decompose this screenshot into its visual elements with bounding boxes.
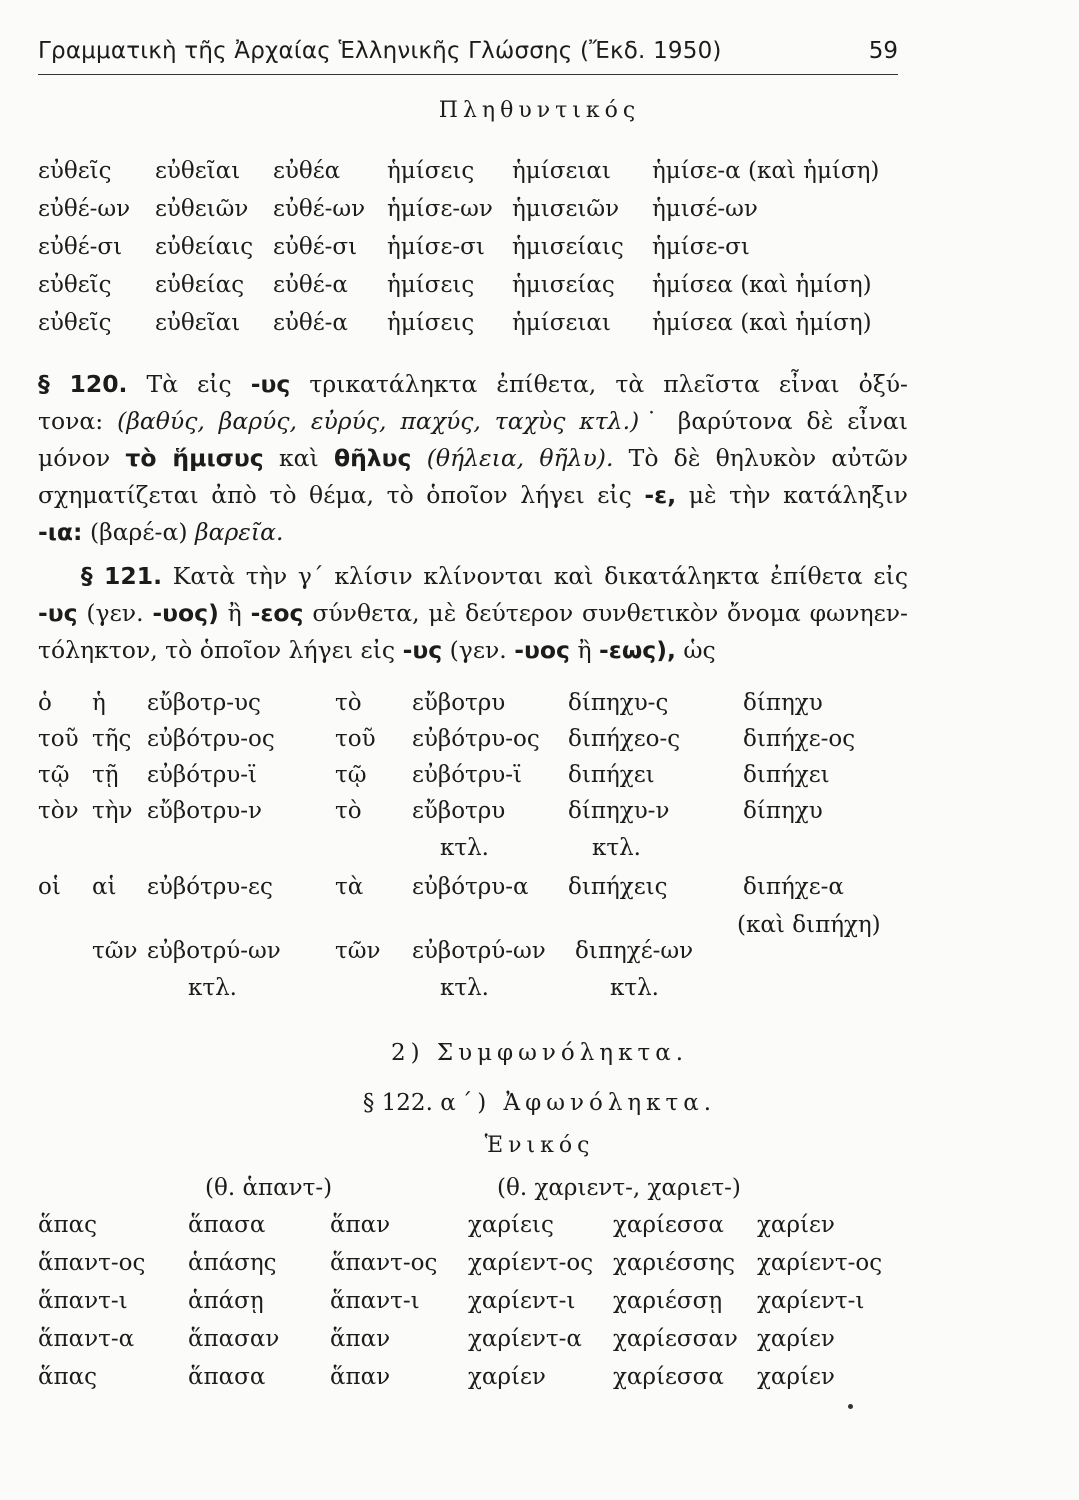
- table-cell: χαριέσσης: [613, 1250, 735, 1276]
- table-cell: δίπηχυ: [743, 798, 823, 824]
- table-cell: τῇ: [92, 762, 119, 788]
- running-header: [38, 38, 898, 75]
- table-cell: ἡμίσεις: [387, 158, 475, 184]
- table-cell: εὐθεῖαι: [155, 310, 241, 336]
- table-cell: χαρίεντ-ι: [757, 1288, 865, 1314]
- book-page: Γραμματικὴ τῆς Ἀρχαίας Ἑλληνικῆς Γλώσσης (Ἔκδ. 1950) 59 Πληθυντικός εὐθεῖς εὐθεῖαι εὐθέα ἡμίσεις ἡμίσειαι ἡμίσε-α (καὶ ἡμίση) εὐθέ-ων εὐθειῶν εὐθέ-ων ἡμίσε-ων ἡμισειῶν ἡμισέ-ων εὐθέ-σι εὐθείαις εὐθέ-σι ἡμίσε-σι ἡμισείαις ἡμίσε-σι εὐθεῖς εὐθείας εὐθέ-α ἡμίσεις ἡμισείας ἡμίσεα (καὶ ἡμίση) εὐθεῖς εὐθεῖαι εὐθέ-α ἡμίσεις ἡμίσειαι ἡμίσεα (καὶ ἡμίση) § 120. Τὰ εἰς -υς τρικατάληκτα ἐπίθετα, τὰ πλεῖστα εἶναι ὀξύ- τονα: (βαθύς, βαρύς, εὐρύς, παχύς, ταχὺς κτλ.)˙ βαρύτονα δὲ εἶναι μόνον τὸ ἥμισυς καὶ θῆλυς (θήλεια, θῆλυ). Τὸ δὲ θηλυκὸν αὐτῶν σχηματίζεται ἀπὸ τὸ θέμα, τὸ ὁποῖον λήγει εἰς -ε, μὲ τὴν κατάληξιν -ια: (βαρέ-α) βαρεῖα. § 121. Κατὰ τὴν γ΄ κλίσιν κλίνονται καὶ δικατάληκτα ἐπίθετα εἰς -υς (γεν. -υος) ἢ -εος σύνθετα, μὲ δεύτερον συνθετικὸν ὄνομα φωνηεν- τόληκτον, τὸ ὁποῖον λήγει εἰς -υς (γεν. -υος ἢ -εως), ὡς ὁ ἡ εὔβοτρ-υς τὸ εὔβοτρυ δίπηχυ-ς δίπηχυ τοῦ τῆς εὐβότρυ-ος τοῦ εὐβότρυ-ος διπήχεο-ς διπήχε-ος τῷ τῇ εὐβότρυ-ϊ τῷ εὐβότρυ-ϊ διπήχει διπήχει τὸν τὴν εὔβοτρυ-ν τὸ εὔβοτρυ δίπηχυ-ν δίπηχυ κτλ. κτλ. οἱ αἱ εὐβότρυ-ες τὰ εὐβότρυ-α διπήχεις διπήχε-α (καὶ διπήχη) τῶν εὐβοτρύ-ων τῶν εὐβοτρύ-ων διπηχέ-ων κτλ. κτλ. κτλ. 2) Συμφωνόληκτα. § 122. α΄) Ἀφωνόληκτα. Ἑνικός (θ. ἁπαντ-) (θ. χαριεντ-, χαριετ-) ἅπας ἅπασα ἅπαν χαρίεις χαρίεσσα χαρίεν ἅπαντ-ος ἁπάσης ἅπαντ-ος χαρίεντ-ος χαριέσσης χαρίεντ-ος ἅπαντ-ι ἁπάσῃ ἅπαντ-ι χαρίεντ-ι χαριέσσῃ χαρίεντ-ι ἅπαντ-α ἅπασαν ἅπαν χαρίεντ-α χαρίεσσαν χαρίεν ἅπας ἅπασα ἅπαν χαρίεν χαρίεσσα χαρίεν: [0, 0, 1079, 1500]
- table-cell: ἅπαν: [330, 1364, 391, 1390]
- table-cell: εὔβοτρυ: [412, 798, 506, 824]
- table-cell: εὔβοτρ-υς: [147, 690, 261, 716]
- table-cell: εὐβότρυ-ϊ: [412, 762, 523, 788]
- table-cell: εὐθείας: [155, 272, 245, 298]
- table-cell: δίπηχυ-ς: [568, 690, 669, 716]
- table-cell: ὁ: [38, 690, 52, 716]
- table-cell: ἅπας: [38, 1212, 98, 1238]
- table-cell: εὐθεῖς: [38, 158, 112, 184]
- table-cell: ἡμίσεις: [387, 310, 475, 336]
- table-cell: χαρίεντ-ι: [468, 1288, 576, 1314]
- table-cell: χαρίεντ-ος: [468, 1250, 594, 1276]
- table-cell: χαρίεντ-α: [468, 1326, 582, 1352]
- table-cell: τῷ: [38, 762, 70, 788]
- section-120-number: § 120.: [38, 370, 128, 398]
- table-cell: εὐθέα: [273, 158, 341, 184]
- plural-heading: Πληθυντικός: [438, 98, 641, 123]
- table-cell: χαρίεις: [468, 1212, 554, 1238]
- table-cell: χαρίεν: [757, 1364, 835, 1390]
- table-cell: ἅπαν: [330, 1326, 391, 1352]
- table-cell: εὐθέ-α: [273, 272, 348, 298]
- table-cell: ἡμισείας: [512, 272, 615, 298]
- heading-consonant-stems: 2) Συμφωνόληκτα.: [390, 1040, 689, 1066]
- table-cell: ἡ: [92, 690, 106, 716]
- table-cell: τὸ: [335, 690, 362, 716]
- table-cell: ἅπαντ-ος: [330, 1250, 438, 1276]
- table-cell: χαρίεσσαν: [613, 1326, 738, 1352]
- table-cell: ἁπάσης: [188, 1250, 277, 1276]
- table-cell: διπήχει: [568, 762, 655, 788]
- table-cell: εὐθέ-ων: [273, 196, 366, 222]
- table-cell: διπήχεο-ς: [568, 726, 681, 752]
- table-cell: εὐθέ-σι: [38, 234, 123, 260]
- table-cell: χαρίεσσα: [613, 1364, 724, 1390]
- table-cell: εὐθέ-ων: [38, 196, 131, 222]
- table-cell: εὐθέ-σι: [273, 234, 358, 260]
- table-cell: ἡμισείαις: [512, 234, 624, 260]
- table-cell: ἅπαντ-ι: [330, 1288, 420, 1314]
- table-cell: ἅπας: [38, 1364, 98, 1390]
- table-cell: χαρίεν: [468, 1364, 546, 1390]
- ink-speck: [848, 1404, 853, 1409]
- table-cell: ἡμισέ-ων: [652, 196, 758, 222]
- table-cell: δίπηχυ-ν: [568, 798, 670, 824]
- table-cell: εὔβοτρυ-ν: [147, 798, 263, 824]
- table-cell: ἡμίσεις: [387, 272, 475, 298]
- table-cell: τὸν: [38, 798, 79, 824]
- table-cell: ἁπάσῃ: [188, 1288, 264, 1314]
- table-cell: ἅπασα: [188, 1364, 266, 1390]
- table-cell: ἅπαν: [330, 1212, 391, 1238]
- table-cell: διπήχει: [743, 762, 830, 788]
- table-cell: ἡμίσειαι: [512, 158, 611, 184]
- table-cell: τὸ: [335, 798, 362, 824]
- table-cell: ἅπασαν: [188, 1326, 280, 1352]
- table-cell: εὐθεῖς: [38, 310, 112, 336]
- table-cell: ἅπαντ-ι: [38, 1288, 128, 1314]
- table-cell: ἅπαντ-ος: [38, 1250, 146, 1276]
- table-cell: εὐθείαις: [155, 234, 254, 260]
- heading-122: § 122. α΄) Ἀφωνόληκτα.: [362, 1090, 717, 1116]
- table-cell: ἡμίσε-σι: [652, 234, 750, 260]
- singular-heading: Ἑνικός: [484, 1133, 595, 1158]
- table-cell: χαρίεν: [757, 1212, 835, 1238]
- section-121: § 121. Κατὰ τὴν γ΄ κλίσιν κλίνονται καὶ δικατάληκτα ἐπίθετα εἰς -υς (γεν. -υος) ἢ -εος σύνθετα, μὲ δεύτερον συνθετικὸν ὄνομα φωνηεν- τόληκτον, τὸ ὁποῖον λήγει εἰς -υς (γεν. -υος ἢ -εως), ὡς: [38, 562, 908, 664]
- table-cell: χαρίεν: [757, 1326, 835, 1352]
- table-cell: διπήχε-ος: [743, 726, 856, 752]
- section-122-number: § 122.: [362, 1090, 433, 1116]
- table-cell: ἅπαντ-α: [38, 1326, 135, 1352]
- table-cell: εὐβότρυ-ος: [147, 726, 275, 752]
- table-cell: τῆς: [92, 726, 132, 752]
- table-cell: ἡμίσεα (καὶ ἡμίση): [652, 310, 872, 336]
- table-cell: εὐθεῖς: [38, 272, 112, 298]
- table-cell: εὐβότρυ-ϊ: [147, 762, 258, 788]
- table-cell: δίπηχυ: [743, 690, 823, 716]
- table-cell: εὔβοτρυ: [412, 690, 506, 716]
- table-cell: ἡμίσεα (καὶ ἡμίση): [652, 272, 872, 298]
- table-cell: τοῦ: [38, 726, 79, 752]
- table-cell: χαριέσσῃ: [613, 1288, 723, 1314]
- table-cell: χαρίεντ-ος: [757, 1250, 883, 1276]
- table-cell: τὴν: [92, 798, 133, 824]
- section-121-number: § 121.: [80, 562, 163, 590]
- table-cell: ἡμίσε-ων: [387, 196, 493, 222]
- table-cell: τῷ: [335, 762, 367, 788]
- table-cell: χαρίεσσα: [613, 1212, 724, 1238]
- table-cell: εὐθειῶν: [155, 196, 249, 222]
- table-cell: εὐθεῖαι: [155, 158, 241, 184]
- table-cell: εὐβότρυ-ος: [412, 726, 540, 752]
- table-cell: ἡμισειῶν: [512, 196, 620, 222]
- table-cell: εὐθέ-α: [273, 310, 348, 336]
- table-cell: ἡμίσειαι: [512, 310, 611, 336]
- table-cell: ἅπασα: [188, 1212, 266, 1238]
- table-cell: ἡμίσε-σι: [387, 234, 485, 260]
- table-cell: ἡμίσε-α (καὶ ἡμίση): [652, 158, 880, 184]
- page-number: 59: [868, 38, 898, 64]
- header-title: Γραμματικὴ τῆς Ἀρχαίας Ἑλληνικῆς Γλώσσης (Ἔκδ. 1950): [38, 38, 722, 64]
- table-cell: τοῦ: [335, 726, 376, 752]
- section-120: § 120. Τὰ εἰς -υς τρικατάληκτα ἐπίθετα, τὰ πλεῖστα εἶναι ὀξύ- τονα: (βαθύς, βαρύς, εὐρύς, παχύς, ταχὺς κτλ.)˙ βαρύτονα δὲ εἶναι μόνον τὸ ἥμισυς καὶ θῆλυς (θήλεια, θῆλυ). Τὸ δὲ θηλυκὸν αὐτῶν σχηματίζεται ἀπὸ τὸ θέμα, τὸ ὁποῖον λήγει εἰς -ε, μὲ τὴν κατάληξιν -ια: (βαρέ-α) βαρεῖα.: [38, 370, 908, 546]
